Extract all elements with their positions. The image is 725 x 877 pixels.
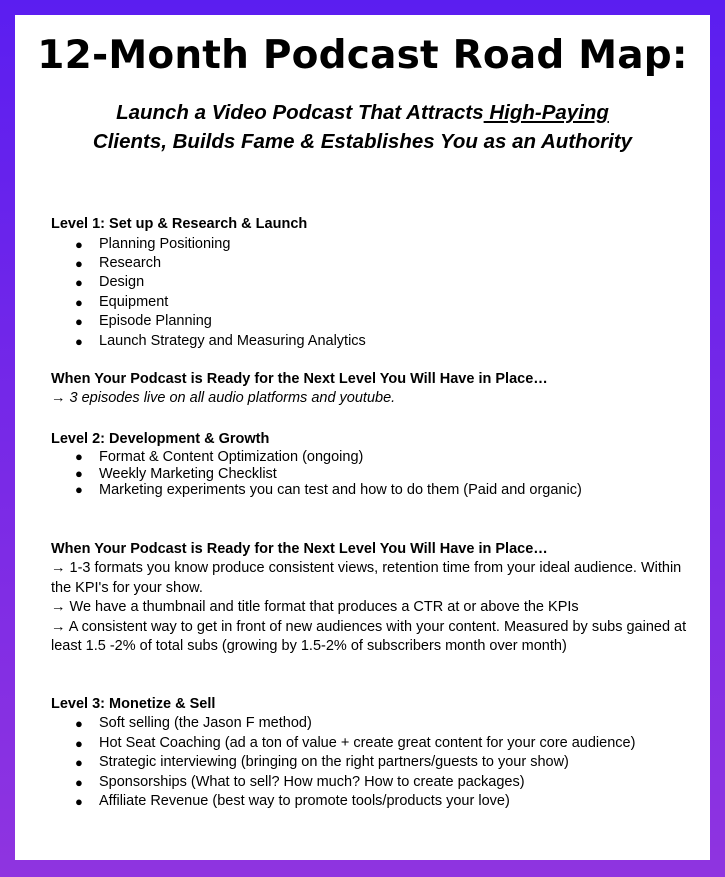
bullet-icon: ● (75, 236, 83, 252)
bullet-icon: ● (75, 482, 83, 498)
bullet-icon: ● (75, 275, 83, 291)
subtitle-line1-start: Launch a Video Podcast That Attracts (116, 101, 484, 124)
bullet-icon: ● (75, 314, 83, 330)
level1-list (51, 235, 691, 351)
list-item: ● Affiliate Revenue (best way to promote tools/products your love) (51, 792, 691, 811)
level1-heading: Level 1: Set up & Research & Launch (51, 216, 308, 232)
page-subtitle (15, 98, 710, 156)
list-item: ● Marketing experiments you can test and how to do them (Paid and organic) (75, 482, 582, 499)
subtitle-underlined-phrase: High-Paying (483, 101, 609, 124)
next-level2-line: → We have a thumbnail and title format that produces a CTR at or above the KPIs (51, 599, 579, 616)
list-item: ● Weekly Marketing Checklist (75, 465, 277, 482)
bullet-icon: ● (75, 716, 83, 732)
list-item: ● Launch Strategy and Measuring Analytics (51, 332, 691, 351)
document-page (15, 15, 710, 860)
next-level1-heading: When Your Podcast is Ready for the Next Level You Will Have in Place… (51, 370, 548, 387)
bullet-icon: ● (75, 774, 83, 790)
page-title: 12-Month Podcast Road Map: (37, 33, 688, 78)
bullet-icon: ● (75, 755, 83, 771)
bullet-icon: ● (75, 449, 83, 465)
bullet-icon: ● (75, 294, 83, 310)
level2-list (51, 449, 691, 499)
subtitle-line2: Clients, Builds Fame & Establishes You as an Authority (92, 130, 633, 153)
next-level2-heading: When Your Podcast is Ready for the Next Level You Will Have in Place… (51, 540, 548, 557)
bullet-icon: ● (75, 794, 83, 810)
level3-heading: Level 3: Monetize & Sell (51, 695, 216, 712)
list-item: ● Equipment (51, 293, 691, 312)
next-level2-line: → 1-3 formats you know produce consistent views, retention time from your ideal audience. Within the KPI's for your show. (51, 560, 682, 596)
bullet-icon: ● (75, 255, 83, 271)
list-item: ● Research (51, 254, 691, 273)
next-level2-line: → A consistent way to get in front of new audiences with your content. Measured by subs gained at least 1.5 -2% of total subs (growing by 1.5-2% of subscribers month over month) (51, 618, 687, 655)
roadmap-content (51, 215, 691, 811)
list-item: ● Episode Planning (51, 312, 691, 331)
list-item: ● Planning Positioning (51, 235, 691, 254)
list-item: ● Format & Content Optimization (ongoing) (75, 449, 364, 466)
level2-heading: Level 2: Development & Growth (51, 430, 270, 447)
bullet-icon: ● (75, 333, 83, 349)
list-item: ● Sponsorships (What to sell? How much? How to create packages) (51, 773, 691, 792)
list-item: ● Strategic interviewing (bringing on the right partners/guests to your show) (51, 753, 691, 772)
bullet-icon: ● (75, 465, 83, 481)
list-item: ● Hot Seat Coaching (ad a ton of value + create great content for your core audience) (51, 734, 691, 753)
bullet-icon: ● (75, 735, 83, 751)
next-level1-line: → 3 episodes live on all audio platforms and youtube. (51, 390, 396, 407)
list-item: ● Design (51, 273, 691, 292)
list-item: ● Soft selling (the Jason F method) (51, 714, 691, 733)
level3-list (51, 714, 691, 811)
